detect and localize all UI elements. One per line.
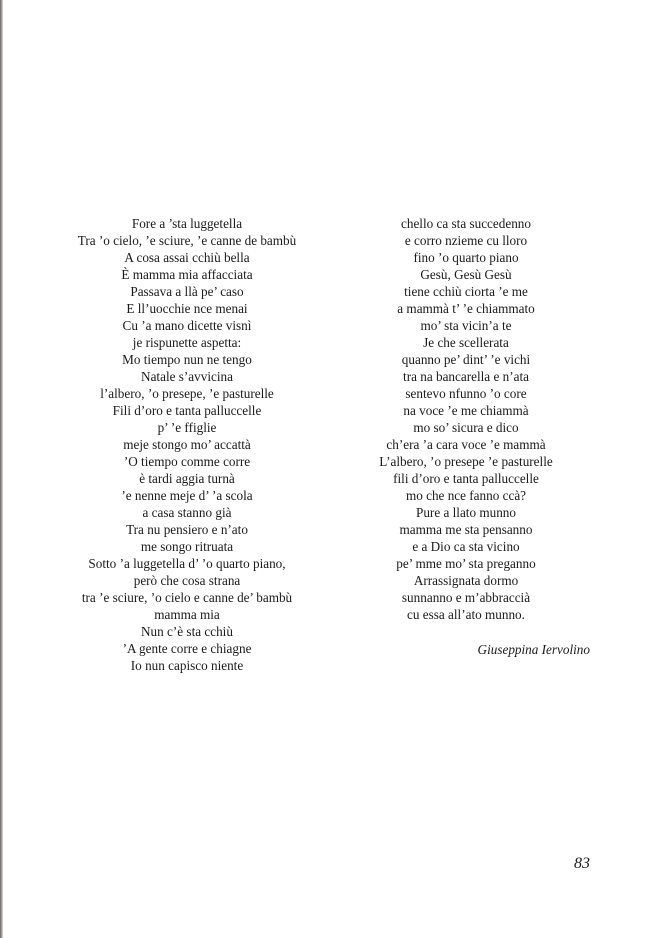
poem-line: Mo tiempo nun ne tengo <box>122 352 252 367</box>
poem-line: mo so’ sicura e dico <box>413 420 519 435</box>
poem-line: tra ’e sciure, ’o cielo e canne de’ bambù <box>81 590 293 605</box>
page-binding-edge <box>0 0 3 938</box>
poem-line: fino ’o quarto piano <box>413 250 519 265</box>
poem-line: Je che scellerata <box>423 335 509 350</box>
poem-line: cu essa all’ato munno. <box>407 607 525 622</box>
poem-line: Tra ’o cielo, ’e sciure, ’e canne de bambù <box>77 233 297 248</box>
poem-line: Gesù, Gesù Gesù <box>420 267 512 282</box>
poem-line: na voce ’e me chiammà <box>403 403 529 418</box>
poem-line: mamma me sta pensanno <box>399 522 533 537</box>
poem-line: Sotto ’a luggetella d’ ’o quarto piano, <box>88 556 286 571</box>
poem-line: Nun c’è sta cchiù <box>141 624 233 639</box>
poem-line: tra na bancarella e n’ata <box>403 369 529 384</box>
poem-line: e corro nzieme cu lloro <box>404 233 528 248</box>
poem-line: mamma mia <box>154 607 220 622</box>
poem-line: chello ca sta succedenno <box>401 216 531 231</box>
poem-line: mo che nce fanno ccà? <box>405 488 527 503</box>
poem-line: ’e nenne meje d’ ’a scola <box>121 488 253 503</box>
poem-line: Passava a llà pe’ caso <box>130 284 244 299</box>
poem-line: sunnanno e m’abbraccià <box>401 590 531 605</box>
poem-line: A cosa assai cchiù bella <box>124 250 250 265</box>
poem-line: Cu ’a mano dicette visnì <box>122 318 252 333</box>
poem-line: meje stongo mo’ accattà <box>123 437 251 452</box>
poem-line: Pure a llato munno <box>416 505 516 520</box>
poem-line: L’albero, ’o presepe ’e pasturelle <box>379 454 553 469</box>
poem-line: mo’ sta vicin’a te <box>420 318 512 333</box>
poem-line: ’A gente corre e chiagne <box>122 641 252 656</box>
poem-line: ch’era ’a cara voce ’e mammà <box>386 437 546 452</box>
poem-line: È mamma mia affacciata <box>121 267 253 282</box>
author-signature: Giuseppina Iervolino <box>477 642 590 657</box>
page-number: 83 <box>574 855 590 872</box>
poem-line: a casa stanno già <box>142 505 232 520</box>
poem-line: Natale s’avvicina <box>141 369 233 384</box>
poem-line: è tardi aggia turnà <box>139 471 235 486</box>
poem-line: pe’ mme mo’ sta preganno <box>396 556 536 571</box>
poem-line: p’ ’e ffiglie <box>157 420 217 435</box>
poem-line: Tra nu pensiero e n’ato <box>126 522 248 537</box>
poem-line: e a Dio ca sta vicino <box>412 539 520 554</box>
poem-line: a mammà t’ ’e chiammato <box>397 301 535 316</box>
poem-line: tiene cchiù ciorta ’e me <box>404 284 528 299</box>
poem-line: sentevo nfunno ’o core <box>405 386 527 401</box>
poem-line: Fore a ’sta luggetella <box>131 216 243 231</box>
poem-line: E ll’uocchie nce menai <box>126 301 248 316</box>
poem-line: quanno pe’ dint’ ’e vichi <box>401 352 531 367</box>
poem-left-column <box>58 215 316 674</box>
poem-line: l’albero, ’o presepe, ’e pasturelle <box>100 386 274 401</box>
poem-line: Fili d’oro e tanta palluccelle <box>112 403 262 418</box>
poem-line: fili d’oro e tanta palluccelle <box>393 471 539 486</box>
poem-line: je rispunette aspetta: <box>132 335 242 350</box>
poem-line: Io nun capisco niente <box>130 658 244 673</box>
poem-line: ’O tiempo comme corre <box>123 454 251 469</box>
poem-line: me songo ritruata <box>140 539 234 554</box>
poem-line: però che cosa strana <box>133 573 241 588</box>
poem-right-column <box>341 215 591 623</box>
poem-line: Arrassignata dormo <box>413 573 519 588</box>
